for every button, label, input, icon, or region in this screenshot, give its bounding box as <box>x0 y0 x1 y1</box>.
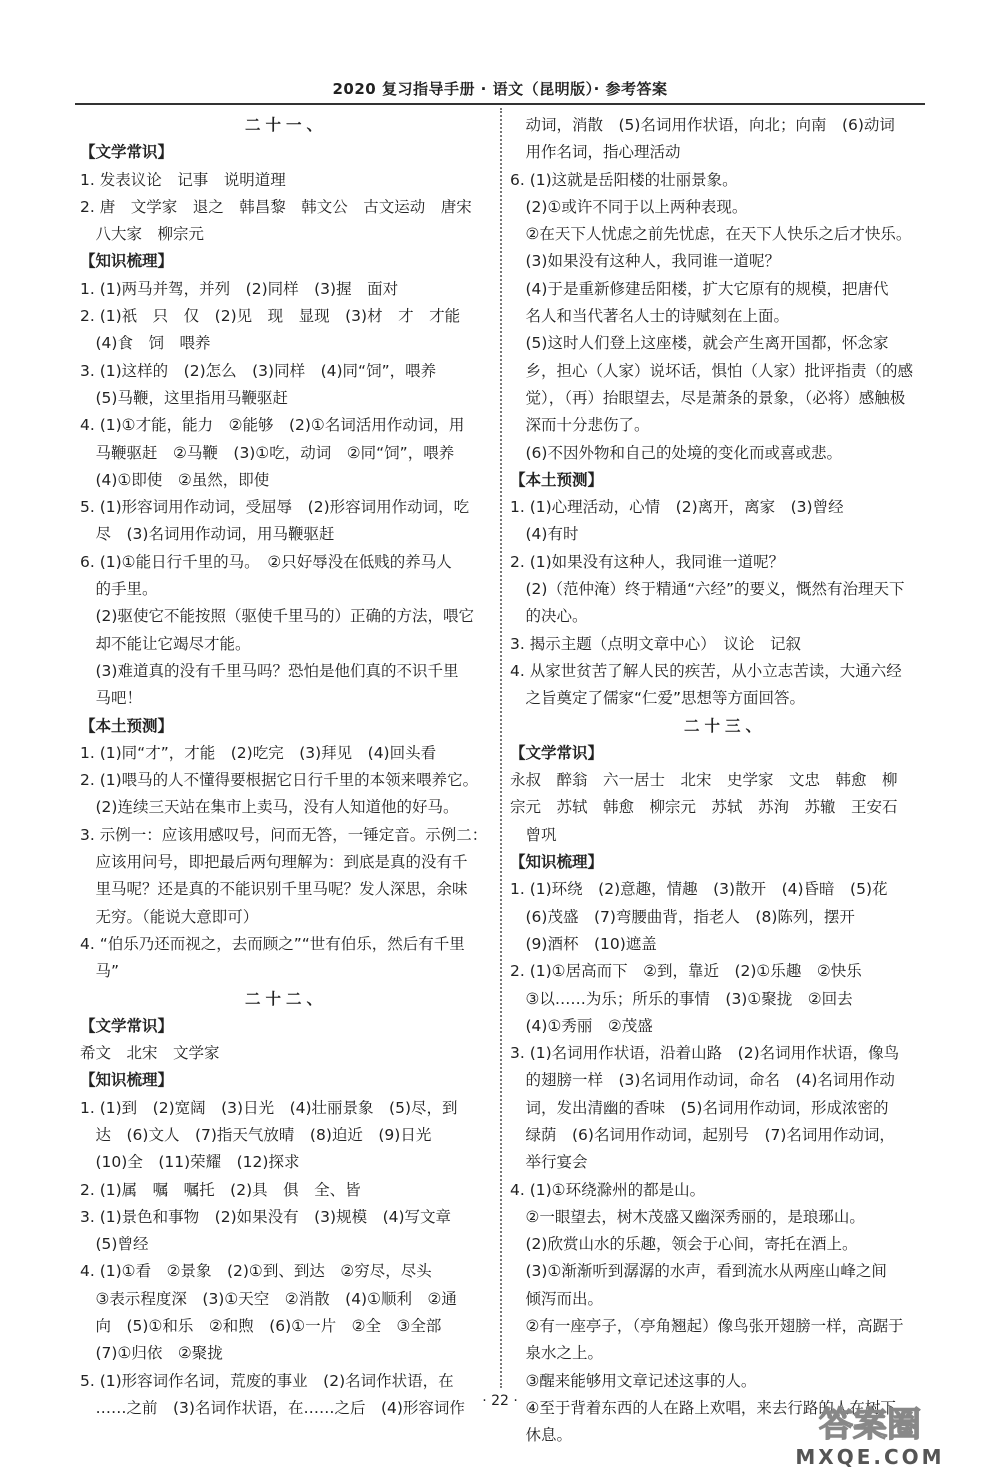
left-text-line: 达 (6)文人 (7)指天气放晴 (8)迫近 (9)日光 <box>80 1125 432 1144</box>
left-text-line: 1. 发表议论 记事 说明道理 <box>80 170 286 189</box>
right-text-line: 觉），（再）抬眼望去，尽是萧条的景象，（必将）感触极 <box>510 388 906 407</box>
header-rule <box>75 103 925 105</box>
left-text-line: 3. (1)这样的 (2)怎么 (3)同样 (4)同“饲”，喂养 <box>80 361 437 380</box>
right-text-line: 的翅膀一样 (3)名词用作动词，命名 (4)名词用作动 <box>510 1071 895 1090</box>
left-text-line: 1. (1)两马并驾，并列 (2)同样 (3)握 面对 <box>80 279 399 298</box>
right-text-line: 动词，消散 (5)名词用作状语，向北；向南 (6)动词 <box>510 116 895 134</box>
right-text-line: 曾巩 <box>510 825 557 844</box>
left-text-line: 1. (1)到 (2)宽阔 (3)日光 (4)壮丽景象 (5)尽，到 <box>80 1098 458 1117</box>
left-text-line: ……之前 (3)名词作状语，在……之后 (4)形容词作 <box>80 1398 465 1417</box>
right-text-line: 泉水之上。 <box>510 1344 604 1363</box>
right-text-line: (5)这时人们登上这座楼，就会产生离开国都，怀念家 <box>510 334 889 353</box>
right-text-line: 词，发出清幽的香味 (5)名词用作动词，形成浓密的 <box>510 1098 889 1117</box>
left-section-heading: 【知识梳理】 <box>80 1071 174 1090</box>
right-text-line: 之旨奠定了儒家“仁爱”思想等方面回答。 <box>510 689 806 708</box>
left-section-heading: 【文学常识】 <box>80 1016 174 1035</box>
right-text-line: (4)有时 <box>510 525 579 544</box>
left-text-line: 4. (1)①才能，能力 ②能够 (2)①名词活用作动词，用 <box>80 416 465 435</box>
right-text-line: 1. (1)心理活动，心情 (2)离开，离家 (3)曾经 <box>510 498 844 517</box>
right-text-line: 3. (1)名词用作状语，沿着山路 (2)名词用作状语，像鸟 <box>510 1044 900 1063</box>
left-text-line: 4. “伯乐乃还而视之，去而顾之”“世有伯乐，然后有千里 <box>80 934 465 953</box>
left-text-line: (5)马鞭，这里指用马鞭驱赶 <box>80 388 288 407</box>
left-text-line: 应该用问号，即把最后两句理解为：到底是真的没有千 <box>80 853 468 872</box>
right-text-line: 2. (1)①居高而下 ②到，靠近 (2)①乐趣 ②快乐 <box>510 962 862 981</box>
right-text-line: ④至于背着东西的人在路上欢唱，来去行路的人在树下 <box>510 1398 896 1417</box>
right-section-heading: 【本土预测】 <box>510 470 604 489</box>
right-text-line: (4)于是重新修建岳阳楼，扩大它原有的规模，把唐代 <box>510 279 889 298</box>
left-text-line: 2. (1)祇 只 仅 (2)见 现 显现 (3)材 才 才能 <box>80 307 461 326</box>
right-text-line: ②在天下人忧虑之前先忧虑，在天下人快乐之后才快乐。 <box>510 225 912 244</box>
right-text-line: 2. (1)如果没有这种人，我同谁一道呢？ <box>510 552 785 571</box>
right-text-line: (2)欣赏山水的乐趣，领会于心间，寄托在酒上。 <box>510 1235 858 1254</box>
watermark-url: MXQE.COM <box>795 1445 945 1469</box>
left-text-line: 八大家 柳宗元 <box>80 225 205 244</box>
left-text-line: 3. (1)景色和事物 (2)如果没有 (3)规模 (4)写文章 <box>80 1207 452 1226</box>
left-section-heading: 【本土预测】 <box>80 716 174 735</box>
right-section-heading: 【知识梳理】 <box>510 853 604 872</box>
right-text-line: 倾泻而出。 <box>510 1289 604 1308</box>
left-text-line: 2. (1)属 嘱 嘱托 (2)具 俱 全、皆 <box>80 1180 361 1199</box>
left-text-line: (5)曾经 <box>80 1235 149 1254</box>
right-text-line: 用作名词，指心理活动 <box>510 143 681 162</box>
right-text-line: (6)茂盛 (7)弯腰曲背，指老人 (8)陈列，摆开 <box>510 907 855 926</box>
right-column <box>510 112 940 1450</box>
left-text-line: 3. 示例一：应该用感叹号，问而无答，一锤定音。示例二： <box>80 825 488 844</box>
right-text-line: ③以……为乐；所乐的事情 (3)①聚拢 ②回去 <box>510 989 853 1008</box>
right-text-line: 休息。 <box>510 1426 573 1445</box>
right-text-line: (3)如果没有这种人，我同谁一道呢？ <box>510 252 780 271</box>
right-text-line: (6)不因外物和自己的处境的变化而或喜或悲。 <box>510 443 842 462</box>
left-text-line: 2. 唐 文学家 退之 韩昌黎 韩文公 古文运动 唐宋 <box>80 197 472 216</box>
left-text-line: 5. (1)形容词作名词，荒废的事业 (2)名词作状语，在 <box>80 1371 454 1390</box>
left-text-line: (3)难道真的没有千里马吗？恐怕是他们真的不识千里 <box>80 661 459 680</box>
right-text-line: (2)（范仲淹）终于精通“六经”的要义，慨然有治理天下 <box>510 580 905 599</box>
right-text-line: 宗元 苏轼 韩愈 柳宗元 苏轼 苏洵 苏辙 王安石 <box>510 798 898 817</box>
left-chapter-title: 二十一、 <box>244 116 327 134</box>
right-text-line: (4)①秀丽 ②茂盛 <box>510 1016 653 1035</box>
left-text-line: ③表示程度深 (3)①天空 ②消散 (4)①顺利 ②通 <box>80 1289 457 1308</box>
watermark-text: 答案圈 <box>819 1405 921 1445</box>
right-text-line: 永叔 醉翁 六一居士 北宋 史学家 文忠 韩愈 柳 <box>510 771 898 790</box>
left-chapter-title: 二十二、 <box>244 989 327 1008</box>
right-section-heading: 【文学常识】 <box>510 743 604 762</box>
left-text-line: 马吧！ <box>80 689 143 708</box>
left-text-line: 马” <box>80 962 120 981</box>
page-header: 2020 复习指导手册 · 语文（昆明版）· 参考答案 <box>332 80 668 98</box>
right-text-line: (3)①渐渐听到潺潺的水声，看到流水从两座山峰之间 <box>510 1262 887 1281</box>
right-chapter-title: 二十三、 <box>683 716 766 735</box>
left-text-line: 5. (1)形容词用作动词，受屈辱 (2)形容词用作动词，吃 <box>80 498 470 517</box>
left-text-line: (4)食 饲 喂养 <box>80 334 211 353</box>
right-text-line: 3. 揭示主题（点明文章中心） 议论 记叙 <box>510 634 801 653</box>
page-number: · 22 · <box>482 1393 518 1409</box>
right-text-line: 4. 从家世贫苦了解人民的疾苦，从小立志苦读，大通六经 <box>510 661 902 680</box>
right-text-line: (9)酒杯 (10)遮盖 <box>510 934 657 953</box>
right-text-line: 名人和当代著名人士的诗赋刻在上面。 <box>510 307 790 326</box>
right-text-line: 1. (1)环绕 (2)意趣，情趣 (3)散开 (4)昏暗 (5)花 <box>510 880 888 899</box>
left-text-line: 1. (1)同“才”，才能 (2)吃完 (3)拜见 (4)回头看 <box>80 743 437 762</box>
left-text-line: 里马呢？还是真的不能识别千里马呢？发人深思，余味 <box>80 880 468 899</box>
left-text-line: 无穷。（能说大意即可） <box>80 907 259 926</box>
right-text-line: 的决心。 <box>510 607 588 626</box>
right-text-line: 举行宴会 <box>510 1153 588 1172</box>
right-text-line: ②有一座亭子，（亭角翘起）像鸟张开翅膀一样，高踞于 <box>510 1317 904 1336</box>
left-text-line: 向 (5)①和乐 ②和煦 (6)①一片 ②全 ③全部 <box>80 1317 442 1336</box>
watermark-logo <box>752 1400 972 1470</box>
right-text-line: ②一眼望去，树木茂盛又幽深秀丽的，是琅琊山。 <box>510 1207 865 1226</box>
right-text-line: 乡，担心（人家）说坏话，惧怕（人家）批评指责（的感 <box>510 361 914 380</box>
left-text-line: 尽 (3)名词用作动词，用马鞭驱赶 <box>80 525 335 544</box>
left-text-line: (2)连续三天站在集市上卖马，没有人知道他的好马。 <box>80 798 459 817</box>
column-divider <box>500 108 502 1388</box>
left-text-line: 的手里。 <box>80 580 158 599</box>
left-column <box>80 112 492 1422</box>
left-text-line: 4. (1)①看 ②景象 (2)①到、到达 ②穷尽，尽头 <box>80 1262 432 1281</box>
right-text-line: 深而十分悲伤了。 <box>510 416 650 435</box>
left-section-heading: 【知识梳理】 <box>80 252 174 271</box>
right-text-line: ③醒来能够用文章记述这事的人。 <box>510 1371 757 1390</box>
left-text-line: 2. (1)喂马的人不懂得要根据它日行千里的本领来喂养它。 <box>80 771 479 790</box>
right-text-line: 绿荫 (6)名词用作动词，起别号 (7)名词用作动词， <box>510 1125 895 1144</box>
left-text-line: (4)①即使 ②虽然，即使 <box>80 470 270 489</box>
left-text-line: (7)①归依 ②聚拢 <box>80 1344 223 1363</box>
right-text-line: (2)①或许不同于以上两种表现。 <box>510 197 748 216</box>
left-section-heading: 【文学常识】 <box>80 143 174 162</box>
right-text-line: 4. (1)①环绕滁州的都是山。 <box>510 1180 706 1199</box>
left-text-line: 却不能让它竭尽才能。 <box>80 634 251 653</box>
right-text-line: 6. (1)这就是岳阳楼的壮丽景象。 <box>510 170 738 189</box>
left-text-line: 希文 北宋 文学家 <box>80 1044 220 1063</box>
left-text-line: (2)驱使它不能按照（驱使千里马的）正确的方法，喂它 <box>80 607 474 626</box>
left-text-line: 6. (1)①能日行千里的马。 ②只好辱没在低贱的养马人 <box>80 552 452 571</box>
left-text-line: (10)全 (11)荣耀 (12)探求 <box>80 1153 300 1172</box>
left-text-line: 马鞭驱赶 ②马鞭 (3)①吃，动词 ②同“饲”，喂养 <box>80 443 455 462</box>
